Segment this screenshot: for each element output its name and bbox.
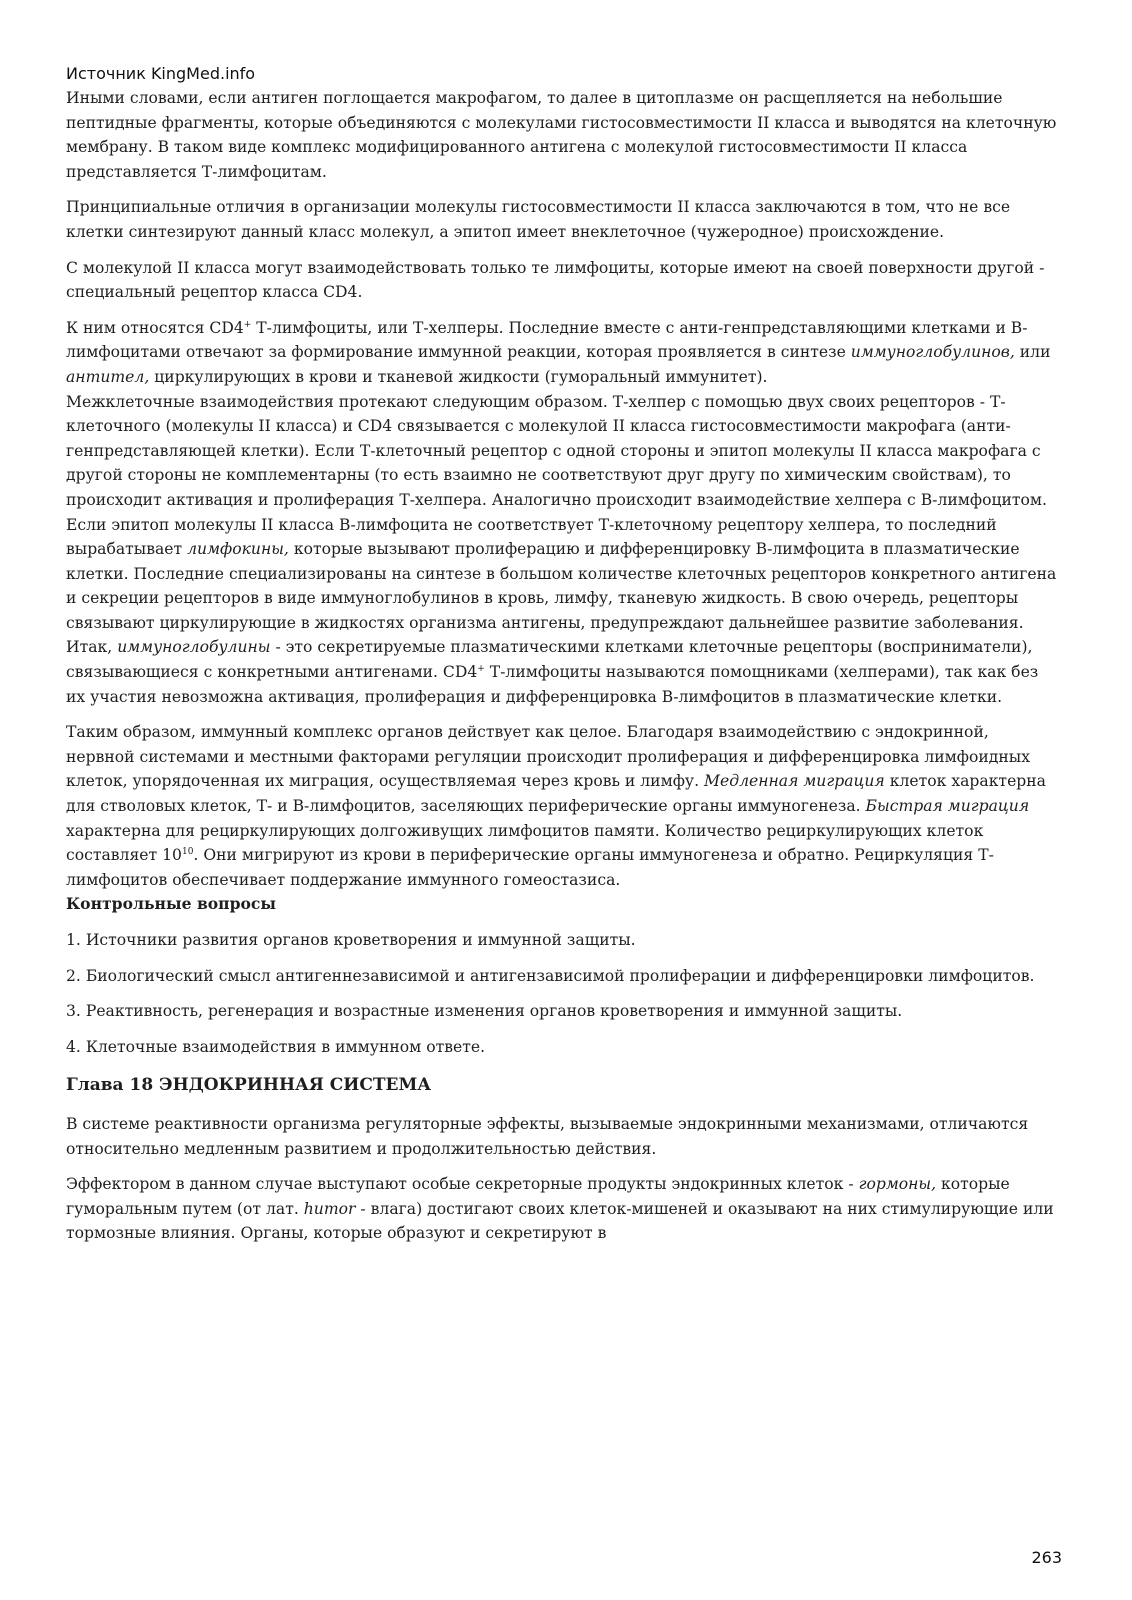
text-run: Межклеточные взаимодействия протекают следующим образом. Т-хелпер с помощью двух своих рецепторов - Т-клеточного (молекулы II класса) и CD4 связывается с молекулой II класса гистосовместимости макрофага (анти-генпредставляющей клетки). Если Т-клеточный рецептор с одной стороны и эпитоп молекулы II класса макрофага с другой стороны не комплементарны (то есть взаимно не соответствуют друг другу по химическим свойствам), то происходит активация и пролиферация Т-хелпера. Аналогично происходит взаимодействие хелпера с В-лимфоцитом. Если эпитоп молекулы II класса В-лимфоцита не соответствует Т-клеточному рецептору хелпера, то последний вырабатывает xyxy=(66,392,1047,559)
italic-term: иммуноглобулинов, xyxy=(850,343,1015,362)
italic-term: Медленная миграция xyxy=(704,772,885,791)
source-header: Источник KingMed.info xyxy=(66,64,256,83)
superscript: + xyxy=(477,663,485,674)
text-run: циркулирующих в крови и тканевой жидкости (гуморальный иммунитет). xyxy=(149,367,768,386)
italic-term: лимфокины, xyxy=(187,540,289,559)
superscript: 10 xyxy=(181,847,194,858)
text-run: Т-лимфоциты, или Т-хелперы. Последние вместе с анти-генпредставляющими клетками и В-лимфоцитами отвечают за формирование иммунной реакции, которая проявляется в синтезе xyxy=(66,318,1028,362)
text-run: которые вызывают пролиферацию и дифференцировку В-лимфоцита в плазматические клетки. Последние специализированы на синтезе в большом количестве клеточных рецепторов конкретного антигена и секреции рецепторов в виде иммуноглобулинов в кровь, лимфу, тканевую жидкость. В свою очередь, рецепторы связывают циркулирующие в жидкостях организма антигены, предупреждают дальнейшее развитие заболевания. Итак, xyxy=(66,540,1057,657)
questions-heading: Контрольные вопросы xyxy=(66,894,277,914)
question-item: 4. Клеточные взаимодействия в иммунном ответе. xyxy=(66,1037,486,1056)
chapter-paragraph-1: В системе реактивности организма регуляторные эффекты, вызываемые эндокринными механизмами, отличаются относительно медленным развитием и продолжительностью действия. xyxy=(66,1114,1029,1158)
chapter-paragraph-2 xyxy=(66,1172,1062,1246)
text-run: К ним относятся CD4 xyxy=(66,318,244,337)
italic-term: humor xyxy=(303,1199,356,1218)
page-number: 263 xyxy=(1031,1548,1062,1567)
text-run: Эффектором в данном случае выступают особые секреторные продукты эндокринных клеток - xyxy=(66,1175,859,1194)
paragraph-6 xyxy=(66,720,1062,892)
text-run: Таким образом, иммунный комплекс органов действует как целое. Благодаря взаимодействию с эндокринной, нервной системами и местными факторами регуляции происходит пролиферация и дифференцировка лимфоидных клеток, упорядоченная их миграция, осуществляемая через кровь и лимфу. xyxy=(66,723,1030,791)
text-run: - это секретируемые плазматическими клетками клеточные рецепторы (восприниматели), связывающиеся с конкретными антигенами. CD4 xyxy=(66,638,1033,682)
italic-term: Быстрая миграция xyxy=(865,797,1030,816)
paragraph-4 xyxy=(66,316,1062,390)
question-item: 3. Реактивность, регенерация и возрастные изменения органов кроветворения и иммунной защиты. xyxy=(66,1002,903,1021)
italic-term: гормоны, xyxy=(858,1175,937,1194)
text-run: . Они мигрируют из крови в периферические органы иммуногенеза и обратно. Рециркуляция Т-лимфоцитов обеспечивает поддержание иммунного гомеостазиса. xyxy=(66,846,994,889)
question-item: 1. Источники развития органов кроветворения и иммунной защиты. xyxy=(66,931,636,949)
text-run: клеток характерна для стволовых клеток, Т- и В-лимфоцитов, заселяющих периферические органы иммуногенеза. xyxy=(66,772,1046,816)
text-run: Т-лимфоциты называются помощниками (хелперами), так как без их участия невозможна активация, пролиферация и дифференцировка В-лимфоцитов в плазматические клетки. xyxy=(66,663,1039,706)
paragraph-1: Иными словами, если антиген поглощается макрофагом, то далее в цитоплазме он расщепляется на небольшие пептидные фрагменты, которые объединяются с молекулами гистосовместимости II класса и выводятся на клеточную мембрану. В таком виде комплекс модифицированного антигена с молекулой гистосовместимости II класса представляется Т-лимфоцитам. xyxy=(66,89,1057,181)
paragraph-5 xyxy=(66,390,1062,710)
text-run: которые гуморальным путем (от лат. xyxy=(66,1175,1010,1218)
italic-term: антител, xyxy=(66,367,150,386)
superscript: + xyxy=(243,319,252,330)
question-item: 2. Биологический смысл антигеннезависимой и антигензависимой пролиферации и дифференцировки лимфоцитов. xyxy=(66,966,1035,985)
text-run: или xyxy=(1014,343,1051,362)
chapter-title: Глава 18 ЭНДОКРИННАЯ СИСТЕМА xyxy=(66,1075,432,1096)
paragraph-3: С молекулой II класса могут взаимодействовать только те лимфоциты, которые имеют на своей поверхности другой - специальный рецептор класса CD4. xyxy=(66,258,1045,302)
paragraph-2: Принципиальные отличия в организации молекулы гистосовместимости II класса заключаются в том, что не все клетки синтезируют данный класс молекул, а эпитоп имеет внеклеточное (чужеродное) происхождение. xyxy=(66,198,1011,241)
document-page xyxy=(66,62,1062,1246)
text-run: - влага) достигают своих клеток-мишеней и оказывают на них стимулирующие или тормозные влияния. Органы, которые образуют и секретируют в xyxy=(66,1199,1054,1243)
text-run: характерна для рециркулирующих долгоживущих лимфоцитов памяти. Количество рециркулирующих клеток составляет 10 xyxy=(66,821,984,865)
italic-term: иммуноглобулины xyxy=(117,638,271,657)
